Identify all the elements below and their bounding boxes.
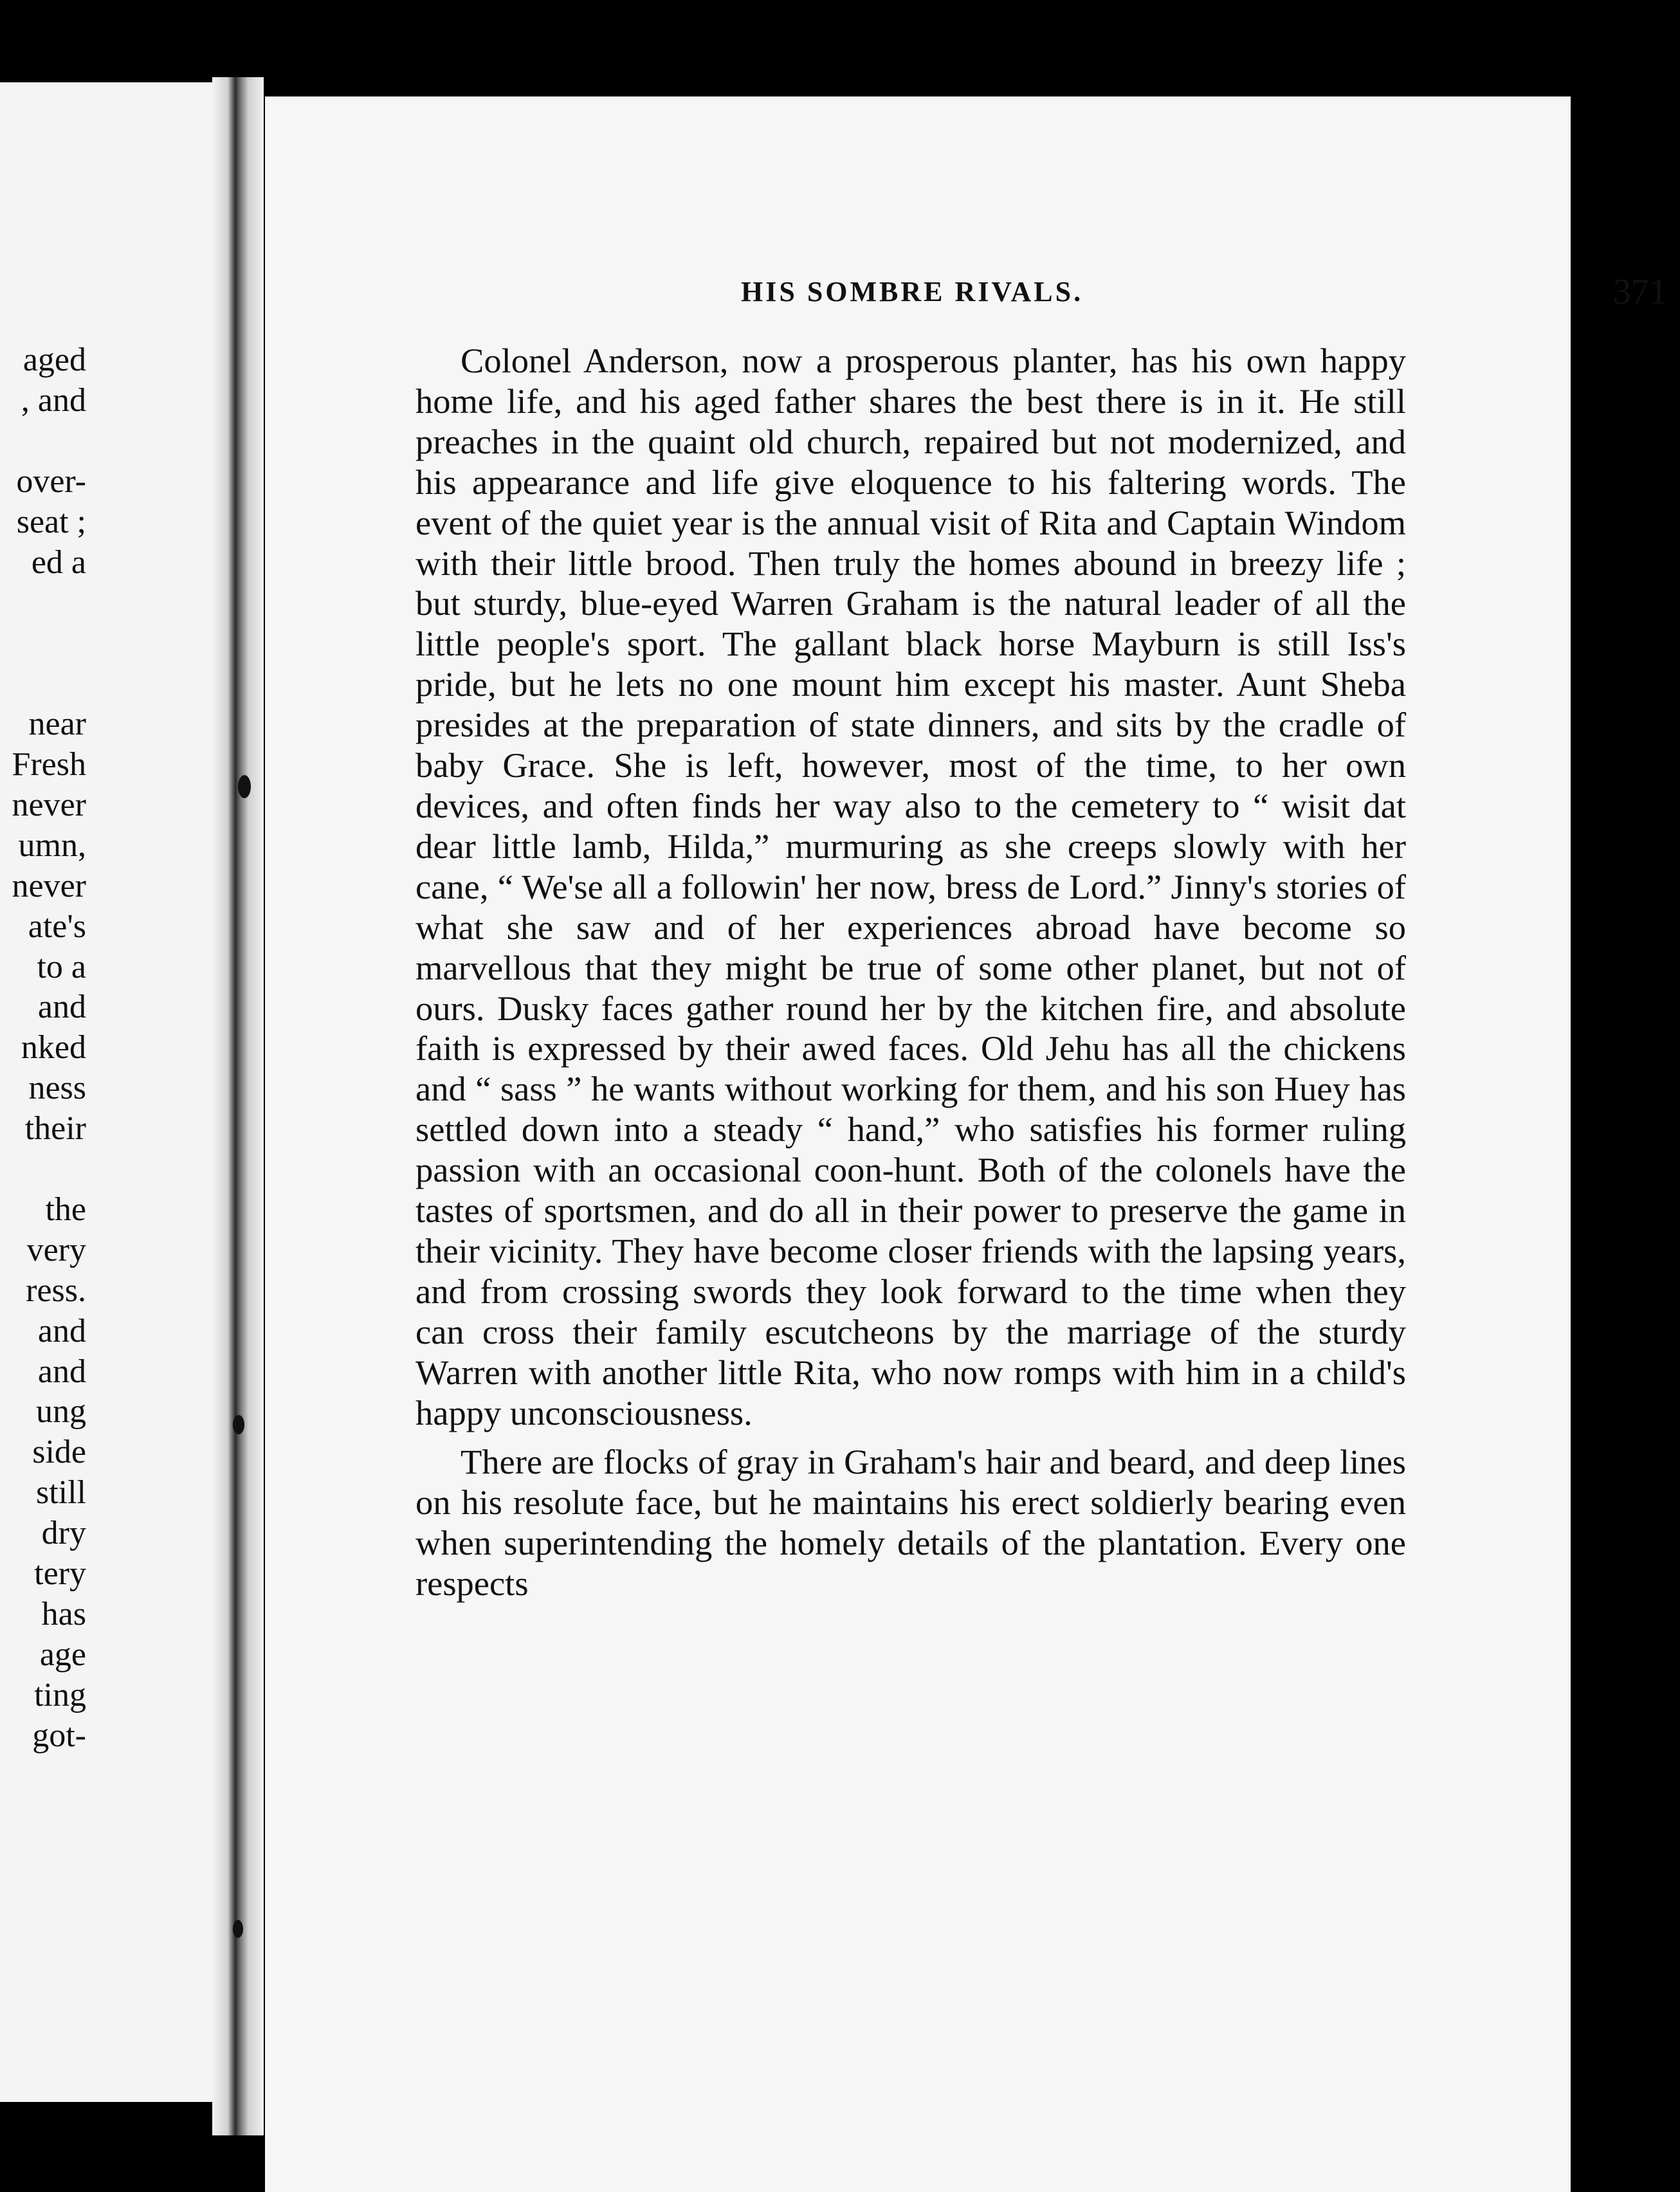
left-page-fragment-line: still xyxy=(35,1474,86,1512)
left-page-fragment-line: tery xyxy=(34,1555,86,1592)
left-page-text-fragments xyxy=(0,82,212,2102)
left-page-fragment-line: their xyxy=(24,1110,86,1147)
left-page-fragment-line: never xyxy=(12,786,86,823)
left-page-fragment-line: dry xyxy=(41,1515,86,1552)
left-page-fragment-line: umn, xyxy=(18,827,86,864)
left-page-fragment-line: over- xyxy=(16,462,86,500)
left-page-fragment-line: got- xyxy=(32,1717,86,1754)
running-title: HIS SOMBRE RIVALS. xyxy=(741,276,1084,307)
left-page-fragment-line: ting xyxy=(34,1676,86,1713)
left-page-fragment-line: Fresh xyxy=(12,746,86,783)
paragraph-1: Colonel Anderson, now a prosperous planter, has his own happy home life, and his aged father shares the best there is in it. He still preaches in the quaint old church, repaired but not modernized, and his appearance and life give eloquence to his faltering words. The event of the quiet year is the annual visit of Rita and Captain Windom with their little brood. Then truly the homes abound in breezy life ; but sturdy, blue-eyed Warren Graham is the natural leader of all the little people's sport. The gallant black horse Mayburn is still Iss's pride, but he lets no one mount him except his master. Aunt Sheba presides at the preparation of state dinners, and sits by the cradle of baby Grace. She is left, however, most of the time, to her own devices, and often finds her way also to the cemetery to “ wisit dat dear little lamb, Hilda,” murmuring as she creeps slowly with her cane, “ We'se all a followin' her now, bress de Lord.” Jinny's stories of what she saw and of her experiences abroad have become so marvellous that they might be true of some other planet, but not of ours. Dusky faces gather round her by the kitchen fire, and absolute faith is expressed by their awed faces. Old Jehu has all the chickens and “ sass ” he wants without working for them, and his son Huey has settled down into a steady “ hand,” who satisfies his former ruling passion with an occasional coon-hunt. Both of the colonels have the tastes of sportsmen, and do all in their power to preserve the game in their vicinity. They have become closer friends with the lapsing years, and from crossing swords they look forward to the time when they can cross their family escutcheons by the marriage of the sturdy Warren with another little Rita, who now romps with him in a child's happy unconsciousness. xyxy=(415,341,1406,1432)
left-page-fragment-line: seat ; xyxy=(16,503,86,540)
ink-speck xyxy=(233,1415,244,1434)
left-page-fragment-line: ung xyxy=(36,1393,86,1430)
left-page-fragment-line: aged xyxy=(23,342,86,378)
left-page-fragment-line: side xyxy=(32,1434,86,1471)
left-page-fragment-line: ed a xyxy=(31,543,86,581)
left-page-fragment-line: and xyxy=(37,1312,86,1349)
right-page xyxy=(265,96,1667,2192)
book-gutter xyxy=(212,77,264,2135)
body-text xyxy=(415,341,1406,1604)
running-head xyxy=(741,272,1680,320)
left-page-fragment-line: age xyxy=(39,1636,86,1673)
left-page-fragment xyxy=(0,82,212,2102)
left-page-fragment-line: the xyxy=(45,1191,86,1228)
left-page-fragment-line: near xyxy=(28,706,86,743)
left-page-fragment-line: to a xyxy=(37,948,86,985)
left-page-fragment-line: ress. xyxy=(26,1272,86,1309)
left-page-fragment-line: and xyxy=(37,989,86,1026)
ink-speck xyxy=(238,775,251,798)
left-page-fragment-line: ate's xyxy=(28,908,86,945)
left-page-fragment-line: , and xyxy=(21,381,86,419)
page-number: 371 xyxy=(1613,272,1667,312)
ink-speck xyxy=(233,1920,243,1938)
left-page-fragment-line: never xyxy=(12,867,86,904)
paragraph-2: There are flocks of gray in Graham's hair and beard, and deep lines on his resolute face, but he maintains his erect soldierly bearing even when superintending the homely details of the plantation. Every one respects xyxy=(415,1442,1406,1603)
left-page-fragment-line: very xyxy=(26,1231,86,1268)
left-page-fragment-line: nked xyxy=(21,1029,86,1066)
left-page-fragment-line: ness xyxy=(28,1070,86,1107)
left-page-fragment-line: has xyxy=(41,1595,86,1632)
left-page-fragment-line: and xyxy=(37,1353,86,1390)
